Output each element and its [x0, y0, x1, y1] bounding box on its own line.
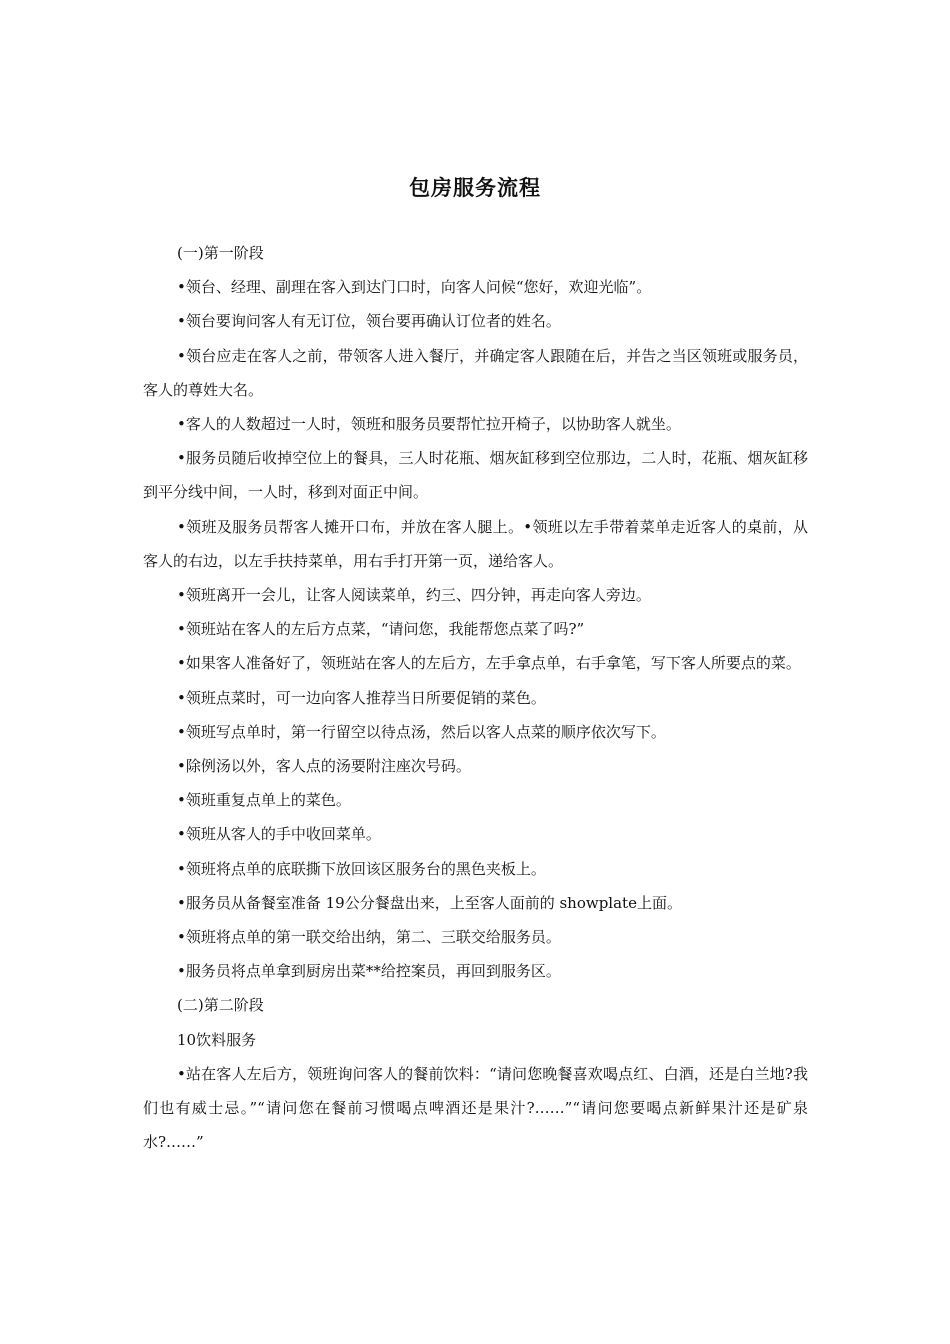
body-paragraph: •领班从客人的手中收回菜单。 — [177, 825, 381, 844]
body-paragraph: •客人的人数超过一人时，领班和服务员要帮忙拉开椅子，以协助客人就坐。 — [177, 415, 681, 434]
body-paragraph: •领班重复点单上的菜色。 — [177, 791, 351, 810]
body-paragraph: •领班离开一会儿，让客人阅读菜单，约三、四分钟，再走向客人旁边。 — [177, 586, 651, 605]
body-paragraph: •领班及服务员帮客人摊开口布，并放在客人腿上。•领班以左手带着菜单走近客人的桌前，从客人的右边，以左手扶持菜单，用右手打开第一页，递给客人。 — [143, 517, 808, 570]
body-paragraph: •如果客人准备好了，领班站在客人的左后方，左手拿点单，右手拿笔，写下客人所要点的菜。 — [177, 654, 801, 673]
body-paragraph: •领台要询问客人有无订位，领台要再确认订位者的姓名。 — [177, 312, 561, 331]
body-paragraph: •领班写点单时，第一行留空以待点汤，然后以客人点菜的顺序依次写下。 — [177, 722, 666, 741]
body-paragraph: •服务员将点单拿到厨房出菜**给控案员，再回到服务区。 — [177, 962, 561, 981]
document-body — [143, 236, 808, 1159]
body-paragraph: •除例汤以外，客人点的汤要附注座次号码。 — [177, 757, 471, 776]
body-paragraph: •站在客人左后方，领班询问客人的餐前饮料：“请问您晚餐喜欢喝点红、白酒，还是白兰地?我们也有威士忌。”“请问您在餐前习惯喝点啤酒还是果汁?……”“请问您要喝点新鲜果汁还是矿泉水?……” — [143, 1064, 808, 1152]
section-heading: (二)第二阶段 — [177, 996, 264, 1015]
body-paragraph: •领台、经理、副理在客入到达门口时，向客人问候“您好，欢迎光临”。 — [177, 278, 652, 297]
body-paragraph: •领班站在客人的左后方点菜，“请问您，我能帮您点菜了吗?” — [177, 620, 585, 639]
body-paragraph: •领班将点单的底联撕下放回该区服务台的黑色夹板上。 — [177, 859, 546, 878]
body-paragraph: •领班点菜时，可一边向客人推荐当日所要促销的菜色。 — [177, 688, 546, 707]
body-paragraph: •服务员随后收掉空位上的餐具，三人时花瓶、烟灰缸移到空位那边，二人时，花瓶、烟灰缸移到平分线中间，一人时，移到对面正中间。 — [143, 449, 808, 502]
body-paragraph: •领班将点单的第一联交给出纳，第二、三联交给服务员。 — [177, 928, 561, 947]
body-paragraph: •领台应走在客人之前，带领客人进入餐厅，并确定客人跟随在后，并告之当区领班或服务员，客人的尊姓大名。 — [143, 346, 808, 399]
section-heading: (一)第一阶段 — [177, 244, 264, 262]
document-title: 包房服务流程 — [409, 176, 541, 200]
body-paragraph: •服务员从备餐室准备 19公分餐盘出来，上至客人面前的 showplate上面。 — [177, 893, 682, 912]
subsection-heading: 10饮料服务 — [177, 1030, 257, 1049]
